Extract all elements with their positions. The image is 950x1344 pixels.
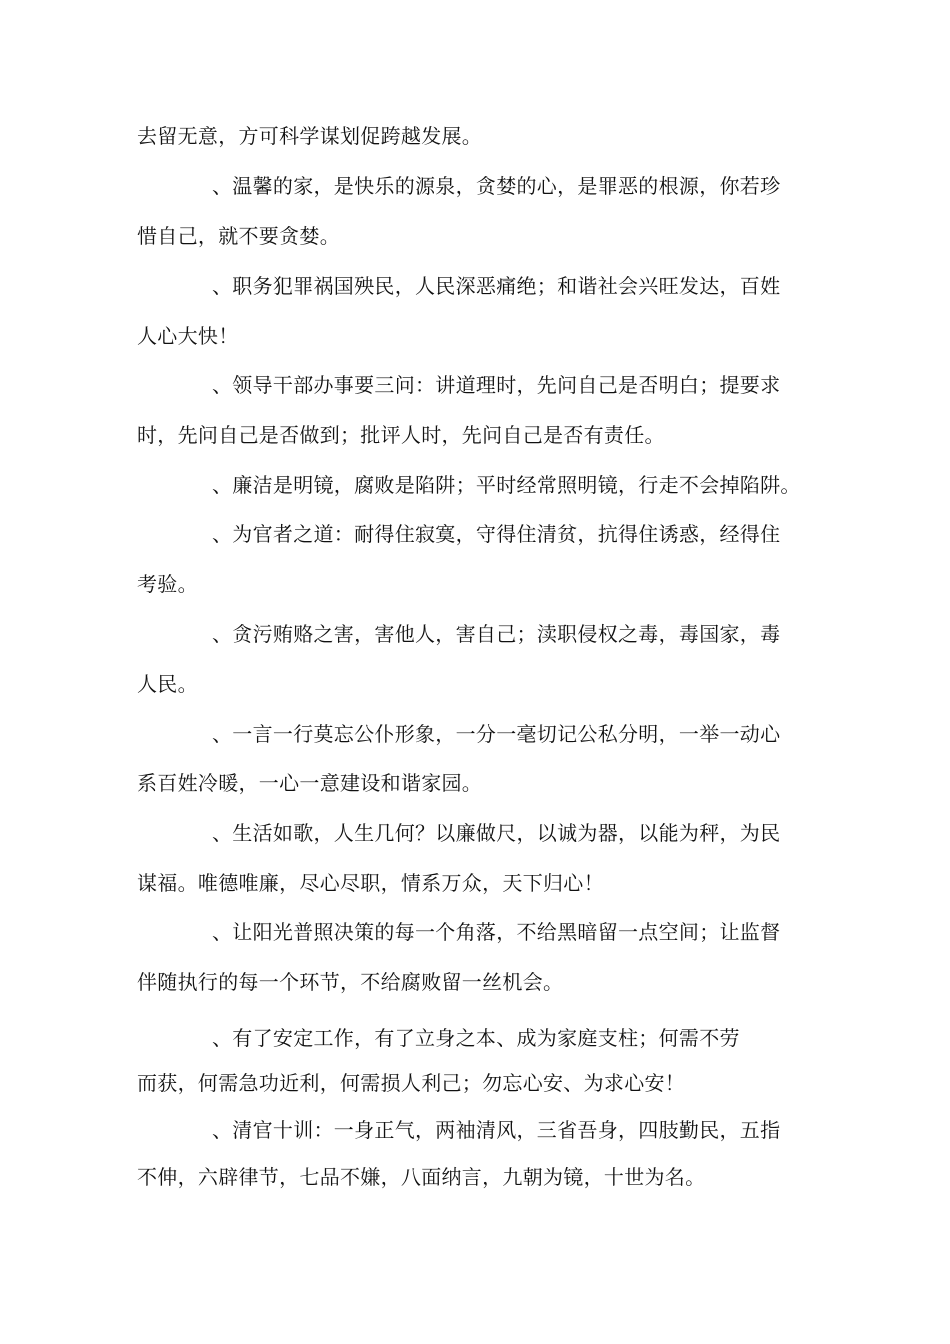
text-line: 、职务犯罪祸国殃民，人民深恶痛绝；和谐社会兴旺发达，百姓 (212, 274, 781, 298)
text-line: 伴随执行的每一个环节，不给腐败留一丝机会。 (137, 970, 564, 994)
text-line: 、生活如歌，人生几何？以廉做尺，以诚为器，以能为秤，为民 (212, 821, 781, 845)
text-line: 惜自己，就不要贪婪。 (137, 224, 340, 248)
text-line: 、一言一行莫忘公仆形象，一分一毫切记公私分明，一举一动心 (212, 722, 781, 746)
text-line: 、有了安定工作，有了立身之本、成为家庭支柱；何需不劳 (212, 1026, 740, 1050)
text-line: 、让阳光普照决策的每一个角落，不给黑暗留一点空间；让监督 (212, 920, 781, 944)
text-line: 而获，何需急功近利，何需损人利己；勿忘心安、为求心安！ (137, 1071, 686, 1095)
text-line: 、贪污贿赂之害，害他人，害自己；渎职侵权之毒，毒国家，毒 (212, 622, 781, 646)
text-line: 、温馨的家，是快乐的源泉，贪婪的心，是罪恶的根源，你若珍 (212, 174, 781, 198)
text-line: 时，先问自己是否做到；批评人时，先问自己是否有责任。 (137, 423, 665, 447)
text-line: 考验。 (137, 572, 198, 596)
text-line: 、清官十训：一身正气，两袖清风，三省吾身，四肢勤民，五指 (212, 1118, 781, 1142)
text-line: 、领导干部办事要三问：讲道理时，先问自己是否明白；提要求 (212, 373, 781, 397)
text-line: 人民。 (137, 672, 198, 696)
text-line: 谋福。唯德唯廉，尽心尽职，情系万众，天下归心！ (137, 871, 604, 895)
text-line: 、廉洁是明镜，腐败是陷阱；平时经常照明镜，行走不会掉陷阱。 (212, 473, 801, 497)
text-line: 去留无意，方可科学谋划促跨越发展。 (137, 124, 483, 148)
text-line: 系百姓冷暖，一心一意建设和谐家园。 (137, 771, 483, 795)
text-line: 、为官者之道：耐得住寂寞，守得住清贫，抗得住诱惑，经得住 (212, 522, 781, 546)
text-line: 不伸，六辟律节，七品不嫌，八面纳言，九朝为镜，十世为名。 (137, 1165, 706, 1189)
text-line: 人心大快！ (137, 324, 239, 348)
